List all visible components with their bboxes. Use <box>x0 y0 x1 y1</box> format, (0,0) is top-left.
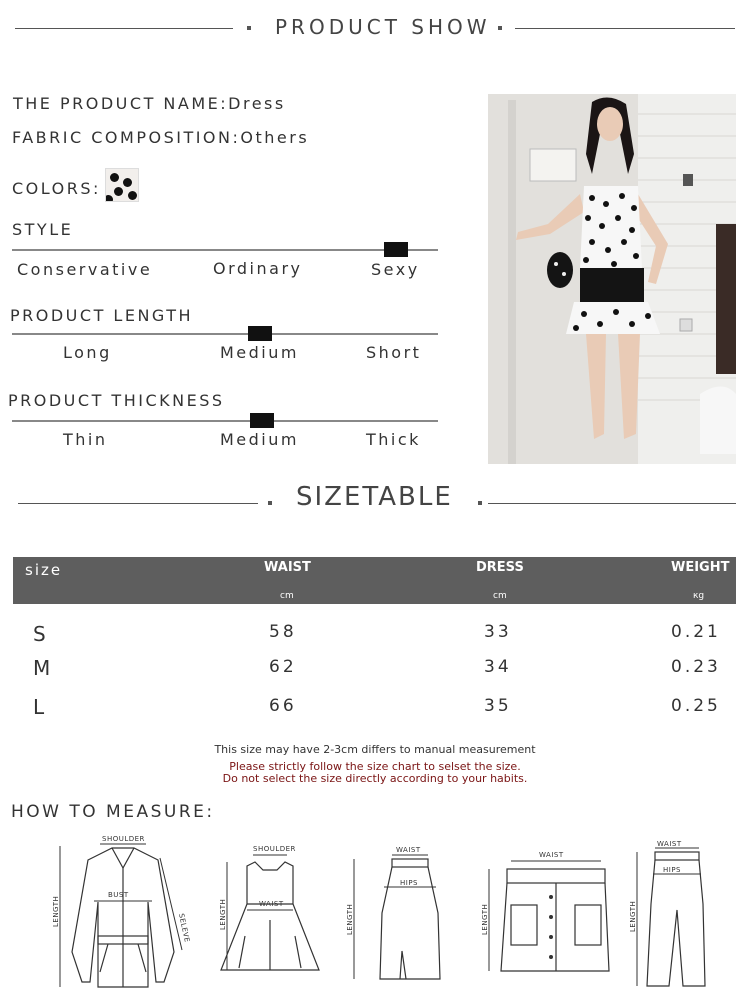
cell-weight: 0.21 <box>671 622 721 642</box>
thickness-label-medium: Medium <box>220 430 299 449</box>
section-title-how-to-measure: HOW TO MEASURE: <box>11 802 215 822</box>
length-label-long: Long <box>63 343 112 362</box>
thickness-scale-marker <box>250 413 274 428</box>
col-unit-waist: cm <box>280 591 294 601</box>
shorts-waist-label: WAIST <box>539 851 564 859</box>
section-title-product-show: PRODUCT SHOW <box>275 15 491 39</box>
jacket-length-label: LENGTH <box>52 895 60 927</box>
dress-waist-label: WAIST <box>259 900 284 908</box>
style-title: STYLE <box>12 220 74 239</box>
cell-waist: 58 <box>269 622 297 642</box>
shorts-diagram <box>475 847 615 977</box>
length-scale-track <box>12 333 438 335</box>
col-header-waist: WAIST <box>264 560 311 575</box>
skirt-diagram <box>340 843 450 988</box>
sizetable-dot-right <box>478 501 482 505</box>
measurement-note: This size may have 2-3cm differs to manual measurement <box>214 743 536 756</box>
pants-length-label: LENGTH <box>629 900 637 932</box>
length-label-short: Short <box>366 343 422 362</box>
sizetable-rule-left <box>18 503 258 504</box>
header-dot-left <box>247 26 251 30</box>
style-label-sexy: Sexy <box>371 260 420 279</box>
fabric-composition: FABRIC COMPOSITION:Others <box>12 128 310 147</box>
habit-warning: Do not select the size directly according to your habits. <box>222 772 528 785</box>
section-title-sizetable: SIZETABLE <box>296 482 453 512</box>
cell-dress: 33 <box>484 622 512 642</box>
cell-size: M <box>33 656 54 680</box>
header-dot-right <box>498 26 502 30</box>
col-header-weight: WEIGHT <box>671 560 730 575</box>
style-scale-track <box>12 249 438 251</box>
style-label-conservative: Conservative <box>17 260 153 279</box>
model-illustration <box>488 94 736 464</box>
jacket-bust-label: BUST <box>108 891 129 899</box>
col-unit-dress: cm <box>493 591 507 601</box>
length-label-medium: Medium <box>220 343 299 362</box>
cell-waist: 66 <box>269 696 297 716</box>
jacket-sleeve-label: SELEVE <box>177 912 191 944</box>
pants-diagram <box>625 840 735 990</box>
length-title: PRODUCT LENGTH <box>10 306 194 325</box>
pants-waist-label: WAIST <box>657 840 682 848</box>
cell-size: L <box>33 695 48 719</box>
style-label-ordinary: Ordinary <box>213 259 303 278</box>
thickness-title: PRODUCT THICKNESS <box>8 391 225 410</box>
cell-size: S <box>33 622 49 646</box>
product-name: THE PRODUCT NAME:Dress <box>13 94 286 113</box>
dress-length-label: LENGTH <box>219 898 227 930</box>
cell-weight: 0.23 <box>671 657 721 677</box>
size-chart-warning: Please strictly follow the size chart to selset the size. <box>229 760 521 773</box>
color-swatch-polka-dot[interactable] <box>105 168 139 202</box>
dress-diagram <box>215 840 325 985</box>
col-header-dress: DRESS <box>476 560 524 575</box>
col-header-size: size <box>25 561 63 579</box>
skirt-waist-label: WAIST <box>396 846 421 854</box>
length-scale-marker <box>248 326 272 341</box>
dress-shoulder-label: SHOULDER <box>253 845 296 853</box>
jacket-shoulder-label: SHOULDER <box>102 835 145 843</box>
sizetable-dot-left <box>268 501 272 505</box>
cell-waist: 62 <box>269 657 297 677</box>
col-unit-weight: кg <box>693 591 705 601</box>
pants-hips-label: HIPS <box>663 866 681 874</box>
header-rule-left <box>15 28 233 29</box>
product-photo <box>488 94 736 464</box>
skirt-length-label: LENGTH <box>346 903 354 935</box>
thickness-label-thick: Thick <box>366 430 421 449</box>
jacket-diagram <box>48 832 198 992</box>
shorts-length-label: LENGTH <box>481 903 489 935</box>
skirt-hips-label: HIPS <box>400 879 418 887</box>
cell-dress: 34 <box>484 657 512 677</box>
cell-weight: 0.25 <box>671 696 721 716</box>
colors-label: COLORS: <box>12 179 101 198</box>
thickness-label-thin: Thin <box>63 430 108 449</box>
thickness-scale-track <box>12 420 438 422</box>
size-table-header <box>13 557 736 604</box>
header-rule-right <box>515 28 735 29</box>
sizetable-rule-right <box>488 503 736 504</box>
cell-dress: 35 <box>484 696 512 716</box>
style-scale-marker <box>384 242 408 257</box>
